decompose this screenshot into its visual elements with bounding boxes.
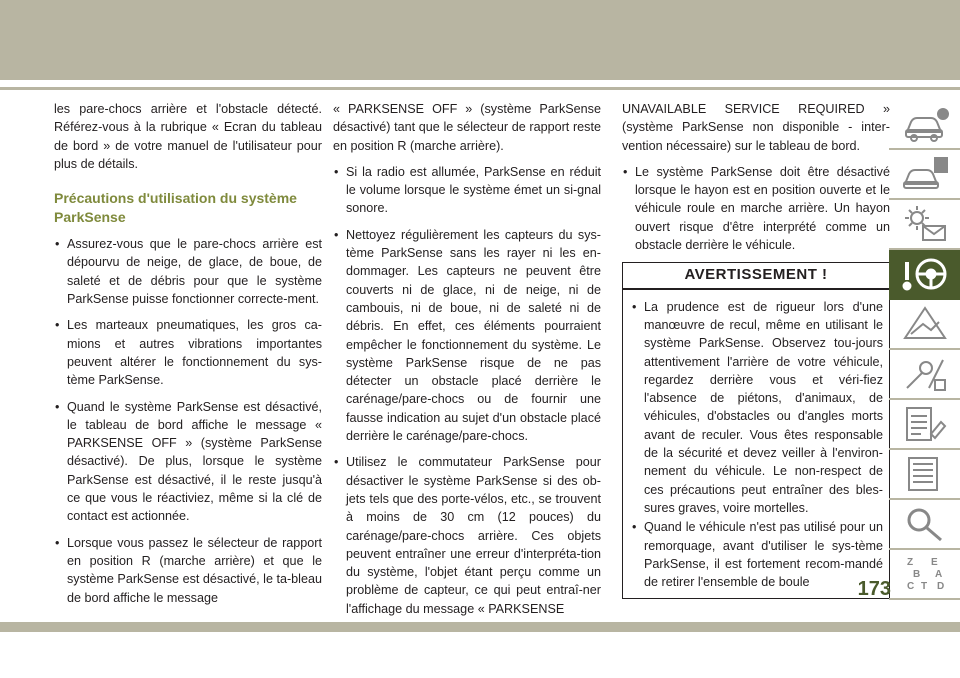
list-item: • Les marteaux pneumatiques, les gros ca-mions et autres vibrations importantes peuvent altérer le fonctionnement du sys-tème ParkSense. [54, 316, 322, 389]
car-info-icon [901, 104, 949, 144]
list-item: • Le système ParkSense doit être désactivé lorsque le hayon est en position ouverte et le véhicule roule en marche arrière. Un hayon ouvert risque d'être interprété comme un obstacle derrière le véhicule. [622, 163, 890, 254]
warning-box [622, 262, 890, 599]
index-letter: E [930, 557, 938, 568]
bullet-list [333, 163, 601, 618]
tab-index[interactable] [889, 550, 960, 600]
tab-car-manual[interactable] [889, 150, 960, 200]
list-icon [901, 454, 949, 494]
page-number: 173 [857, 578, 891, 600]
warning-item: • La prudence est de rigueur lors d'une manœuvre de recul, même en utilisant le système ParkSense. Observez tou-jours attentivement l'arrière de votre véhicule, regardez derrière vous et véri-fiez l'absence de piétons, d'animaux, de véhicules, d'obstacles ou d'angles morts avant de reculer. Vous êtes responsable de la sécurité et devez veiller à l'environ-nement du véhicule. Le non-respect de ces précautions peut entraîner des bles-sures graves, voire mortelles. [631, 298, 883, 518]
warning-item: • Quand le véhicule n'est pas utilisé pour un remorquage, avant d'utiliser le sys-tème ParkSense, il est fortement recom-mandé de retirer l'ensemble de boule [631, 518, 883, 591]
warning-title: AVERTISSEMENT ! [623, 263, 889, 289]
paragraph: les pare-chocs arrière et l'obstacle détecté. Référez-vous à la rubrique « Ecran du tableau de bord » de votre manuel de l'utilisateur pour plus de détails. [54, 102, 322, 171]
steering-wheel-icon [901, 254, 949, 294]
top-band [0, 0, 960, 80]
tab-specifications[interactable] [889, 400, 960, 450]
chapter-tabs [889, 100, 960, 600]
car-manual-icon [901, 154, 949, 194]
list-item: • Utilisez le commutateur ParkSense pour désactiver le système ParkSense si des ob-jets tels que des porte-vélos, etc., se trouvent à moins de 30 cm (12 pouces) du carénage/pare-chocs arrière. Ces objets peuvent entraîner une erreur d'interpréta-tion du système, l'objet étant perçu comme un problème de capteur, ce qui peut entraî-ner l'affichage du message « PARKSENSE [333, 453, 601, 618]
dashboard-lights-icon [901, 204, 949, 244]
wrench-tools-icon [901, 354, 949, 394]
warning-list [623, 298, 889, 592]
alphabet-index-icon [901, 554, 949, 594]
warning-triangle-icon [901, 304, 949, 344]
index-letter: C [906, 581, 914, 592]
top-divider [0, 87, 960, 90]
list-item: • Nettoyez régulièrement les capteurs du sys-tème ParkSense sans les rayer ni les en-dommager. Les capteurs ne peuvent être couverts ni de glace, ni de neige, ni de cambouis, ni de boue, ni de saleté ni de débris. En effet, ces éléments pourraient empêcher le fonctionnement du système. Le système ParkSense risque de ne pas détecter un obstacle placé derrière le carénage/pare-chocs ou de fournir une fausse indication au sujet d'un obstacle placé derrière le carénage/pare-chocs. [333, 226, 601, 446]
search-icon [901, 504, 949, 544]
bottom-band [0, 622, 960, 632]
tab-search[interactable] [889, 500, 960, 550]
index-letter: B [912, 569, 920, 580]
list-item: • Lorsque vous passez le sélecteur de rapport en position R (marche arrière) et que le système ParkSense est désactivé, le ta-bleau de bord affiche le message [54, 534, 322, 607]
list-item: • Quand le système ParkSense est désactivé, le tableau de bord affiche le message « PARKSENSE OFF » (système ParkSense désactivé). De plus, lorsque le système ParkSense est désactivé, il le reste jusqu'à ce que vous le réactiviez, même si la clé de contact est actionnée. [54, 398, 322, 526]
index-letter: D [936, 581, 944, 592]
tab-steering-wheel[interactable] [889, 250, 960, 300]
specifications-icon [901, 404, 949, 444]
list-item: • Assurez-vous que le pare-chocs arrière est dépourvu de neige, de glace, de boue, de saleté et de débris pour que le système ParkSense puisse fonctionner correcte-ment. [54, 235, 322, 308]
tab-dashboard-lights[interactable] [889, 200, 960, 250]
bullet-list [54, 235, 322, 607]
tab-warning[interactable] [889, 300, 960, 350]
paragraph: « PARKSENSE OFF » (système ParkSense désactivé) tant que le sélecteur de rapport reste en position R (marche arrière). [333, 102, 601, 153]
paragraph: UNAVAILABLE SERVICE REQUIRED » (système ParkSense non disponible - inter-vention nécessaire) sur le tableau de bord. [622, 102, 890, 153]
bullet-list [622, 163, 890, 254]
index-letter: Z [906, 557, 913, 568]
tab-list[interactable] [889, 450, 960, 500]
tab-maintenance[interactable] [889, 350, 960, 400]
section-heading: Précautions d'utilisation du système ParkSense [54, 190, 297, 226]
column-3 [622, 100, 890, 599]
column-1 [54, 100, 322, 615]
tab-car-info[interactable] [889, 100, 960, 150]
index-letter: T [920, 581, 927, 592]
list-item: • Si la radio est allumée, ParkSense en réduit le volume lorsque le système émet un si-gnal sonore. [333, 163, 601, 218]
column-2 [333, 100, 601, 626]
index-letter: A [934, 569, 942, 580]
